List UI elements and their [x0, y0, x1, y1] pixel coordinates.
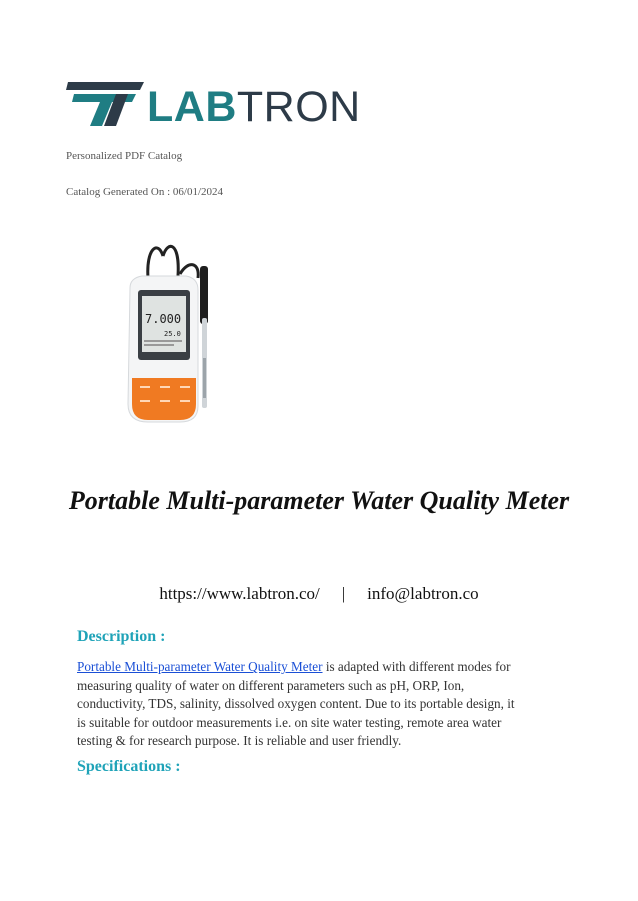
- description-heading: Description :: [77, 628, 166, 645]
- contact-line: [0, 584, 638, 604]
- display-main-reading: 7.000: [145, 312, 182, 326]
- display-sub-reading: 25.0: [164, 330, 181, 338]
- product-title: Portable Multi-parameter Water Quality Meter: [68, 486, 570, 515]
- product-link[interactable]: Portable Multi-parameter Water Quality Meter: [77, 659, 323, 674]
- contact-separator: |: [341, 584, 346, 603]
- description-text: is adapted with different modes for measuring quality of water on different parameters such as pH, ORP, Ion, conductivity, TDS, salinity, dissolved oxygen content. Due to its portable design, it is suitable for outdoor measurements i.e. on site water testing, remote area water testing & for research purpose. It is reliable and user friendly.: [77, 659, 515, 749]
- specifications-heading: Specifications :: [77, 758, 181, 775]
- email-link[interactable]: info@labtron.co: [367, 584, 479, 603]
- catalog-generated-date: Catalog Generated On : 06/01/2024: [66, 186, 224, 198]
- labtron-logo-text: [147, 82, 361, 132]
- product-image: [118, 238, 228, 428]
- logo-lab: LAB: [147, 83, 237, 131]
- logo-tron: TRON: [236, 83, 361, 131]
- website-link[interactable]: https://www.labtron.co/: [159, 584, 320, 603]
- catalog-label: Personalized PDF Catalog: [66, 150, 183, 162]
- description-body: [77, 658, 517, 751]
